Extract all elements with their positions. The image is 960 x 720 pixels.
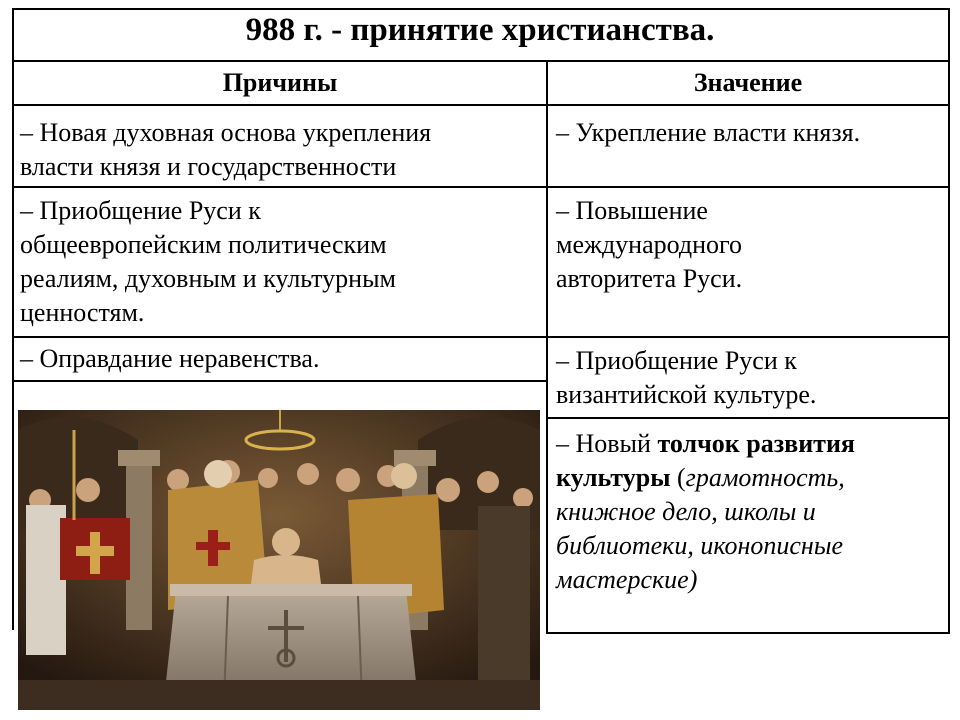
- significance-4-line-4: [556, 529, 843, 563]
- significance-4-italic-4: мастерские): [556, 565, 698, 594]
- reason-1-line-2: власти князя и государственности: [20, 152, 397, 181]
- significance-4-bold-1: толчок развития: [657, 429, 856, 458]
- significance-cell-1: [548, 106, 948, 186]
- significance-cell-4: [548, 419, 948, 632]
- table-border-right: [948, 8, 950, 634]
- significance-2-line-2: международного: [556, 230, 743, 259]
- reason-2-line-1: – Приобщение Руси к: [20, 196, 261, 225]
- reason-2-line-2: общеевропейским политическим: [20, 230, 387, 259]
- significance-4-line-2: [556, 461, 845, 495]
- significance-cell-3: [548, 338, 948, 417]
- painting-font-rim: [170, 584, 412, 596]
- reason-3-line-1: – Оправдание неравенства.: [20, 344, 320, 373]
- painting-cloak-figure-head: [391, 463, 417, 489]
- significance-cell-2: [548, 188, 948, 336]
- significance-4-italic-3: библиотеки, иконописные: [556, 531, 843, 560]
- significance-4-line-1: [556, 427, 855, 461]
- reason-cell-1: [14, 106, 546, 186]
- significance-3-line-2: византийской культуре.: [556, 380, 817, 409]
- table-border-bottom-right: [548, 632, 950, 634]
- column-header-significance: Значение: [693, 68, 803, 97]
- painting-priest-head: [204, 460, 232, 488]
- significance-2-line-1: – Повышение: [556, 196, 708, 225]
- significance-4-line-5: [556, 563, 697, 597]
- significance-4-plain-1: – Новый: [556, 429, 658, 458]
- reason-2-line-4: ценностям.: [20, 298, 145, 327]
- reason-2-line-3: реалиям, духовным и культурным: [20, 264, 397, 293]
- significance-2-line-3: авторитета Руси.: [556, 264, 743, 293]
- reason-cell-2: [14, 188, 546, 336]
- painting-warrior-right: [478, 506, 530, 686]
- painting-floor: [18, 680, 540, 710]
- baptism-painting: [18, 410, 540, 710]
- reason-cell-3: [14, 338, 546, 380]
- significance-1-line-1: – Укрепление власти князя.: [556, 118, 861, 147]
- painting-prince-head: [272, 528, 300, 556]
- significance-4-italic-2: книжное дело, школы и: [556, 497, 816, 526]
- significance-3-line-1: – Приобщение Руси к: [556, 346, 797, 375]
- significance-4-bold-2: культуры: [556, 463, 671, 492]
- significance-4-paren: (: [670, 463, 686, 492]
- page-title: 988 г. - принятие христианства.: [245, 11, 715, 48]
- painting-column-capital-left: [118, 450, 160, 466]
- significance-4-italic-1: грамотность,: [685, 463, 845, 492]
- column-header-reasons: Причины: [222, 68, 338, 97]
- significance-4-line-3: [556, 495, 816, 529]
- left-row3-divider: [12, 380, 548, 382]
- reason-1-line-1: – Новая духовная основа укрепления: [20, 118, 432, 147]
